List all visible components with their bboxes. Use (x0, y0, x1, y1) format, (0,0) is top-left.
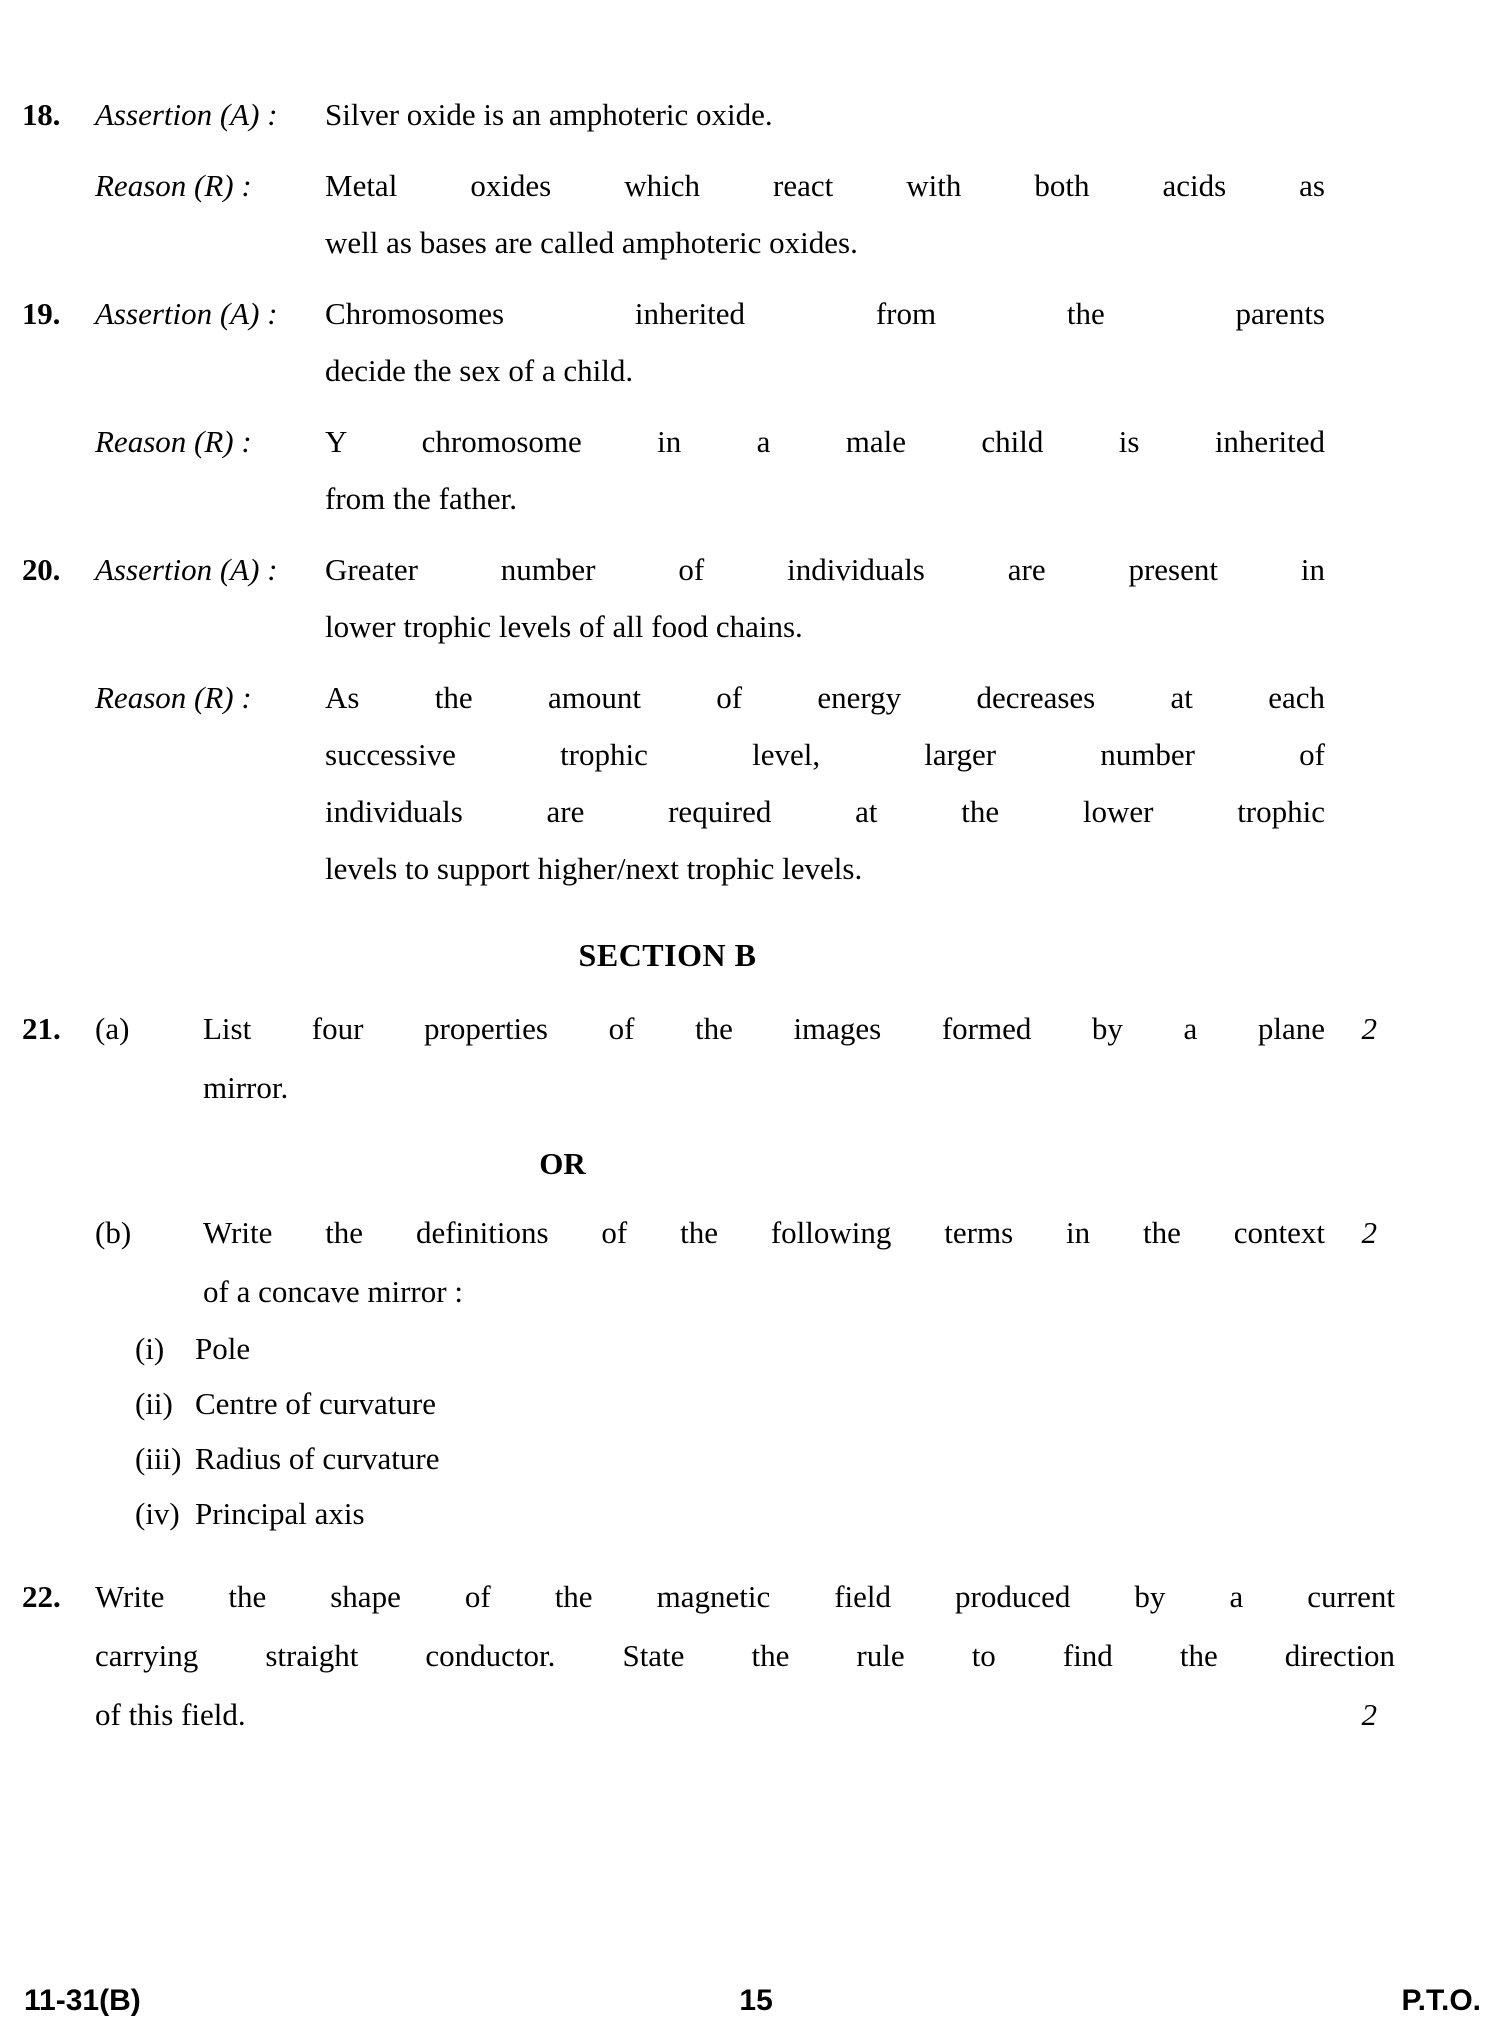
footer-pto-label: P.T.O. (1401, 1984, 1481, 2017)
item-number-18: 18. (22, 97, 61, 132)
assertion-text-20 (325, 541, 1325, 655)
reason-line: well as bases are called amphoteric oxides. (325, 225, 858, 260)
question-22 (0, 1567, 1395, 1744)
sub-item-list-21b (0, 1321, 1395, 1541)
assertion-line: lower trophic levels of all food chains. (325, 609, 803, 644)
question-21b-text (203, 1203, 1325, 1321)
sub-item-text: Principal axis (195, 1496, 365, 1531)
question-21a-text (203, 999, 1325, 1117)
question-21-part-a (0, 999, 1395, 1117)
list-item (0, 1376, 1395, 1431)
sub-item-number: (iii) (135, 1441, 182, 1476)
reason-label-19: Reason (R) : (95, 424, 252, 459)
part-label-a: (a) (95, 1011, 130, 1046)
reason-row-20 (0, 669, 1395, 897)
list-item (0, 1486, 1395, 1541)
spacer (0, 399, 1395, 413)
marks-21a: 2 (1361, 1011, 1377, 1046)
part-label-b: (b) (95, 1215, 132, 1250)
question-number-21: 21. (22, 1011, 61, 1046)
question-line: Write the definitions of the following terms in the context (203, 1215, 1325, 1250)
assertion-reason-item-19 (0, 285, 1395, 399)
reason-label-20: Reason (R) : (95, 680, 252, 715)
assertion-text-19 (325, 285, 1325, 399)
reason-text-19 (325, 413, 1325, 527)
reason-line: Metal oxides which react with both acids as (325, 168, 1325, 203)
question-line: of a concave mirror : (203, 1274, 463, 1309)
reason-line: individuals are required at the lower trophic (325, 794, 1325, 829)
assertion-label-20: Assertion (A) : (95, 552, 278, 587)
item-number-19: 19. (22, 296, 61, 331)
assertion-label-19: Assertion (A) : (95, 296, 278, 331)
sub-item-number: (iv) (135, 1496, 180, 1531)
marks-21b: 2 (1361, 1215, 1377, 1250)
question-22-text (95, 1567, 1395, 1744)
question-line: carrying straight conductor. State the rule to find the direction (95, 1638, 1395, 1673)
reason-text-20 (325, 669, 1325, 897)
question-line: List four properties of the images formed by a plane (203, 1011, 1325, 1046)
sub-item-number: (ii) (135, 1386, 173, 1421)
assertion-text-18 (325, 86, 1325, 143)
sub-item-text: Centre of curvature (195, 1386, 436, 1421)
reason-row-18 (0, 157, 1395, 271)
sub-item-text: Pole (195, 1331, 251, 1366)
sub-item-number: (i) (135, 1331, 165, 1366)
reason-line: successive trophic level, larger number of (325, 737, 1325, 772)
assertion-line: Chromosomes inherited from the parents (325, 296, 1325, 331)
reason-text-18 (325, 157, 1325, 271)
marks-22: 2 (1361, 1697, 1377, 1732)
reason-line: levels to support higher/next trophic levels. (325, 851, 863, 886)
item-number-20: 20. (22, 552, 61, 587)
assertion-reason-item-20 (0, 541, 1395, 655)
assertion-label-18: Assertion (A) : (95, 97, 278, 132)
list-item (0, 1321, 1395, 1376)
list-item (0, 1431, 1395, 1486)
question-line: of this field. (95, 1697, 246, 1732)
reason-row-19 (0, 413, 1395, 527)
question-line: Write the shape of the magnetic field produced by a current (95, 1579, 1395, 1614)
reason-line: As the amount of energy decreases at each (325, 680, 1325, 715)
reason-line: from the father. (325, 481, 517, 516)
assertion-reason-item-18 (0, 86, 1395, 143)
or-separator-21: OR (539, 1146, 586, 1181)
spacer (0, 527, 1395, 541)
question-line: mirror. (203, 1070, 289, 1105)
section-b-heading: SECTION B (578, 937, 757, 973)
question-21-part-b (0, 1203, 1395, 1321)
sub-item-text: Radius of curvature (195, 1441, 440, 1476)
reason-line: Y chromosome in a male child is inherited (325, 424, 1325, 459)
footer-paper-code: 11-31(B) (24, 1984, 141, 2017)
page-content (0, 86, 1505, 1744)
spacer (0, 271, 1395, 285)
assertion-line: Greater number of individuals are present in (325, 552, 1325, 587)
page-footer (0, 1984, 1505, 2018)
question-number-22: 22. (22, 1579, 61, 1614)
assertion-line: Silver oxide is an amphoteric oxide. (325, 97, 773, 132)
reason-label-18: Reason (R) : (95, 168, 252, 203)
footer-page-number: 15 (739, 1984, 773, 2017)
assertion-line: decide the sex of a child. (325, 353, 634, 388)
spacer (0, 1541, 1395, 1567)
spacer (0, 655, 1395, 669)
spacer (0, 143, 1395, 157)
